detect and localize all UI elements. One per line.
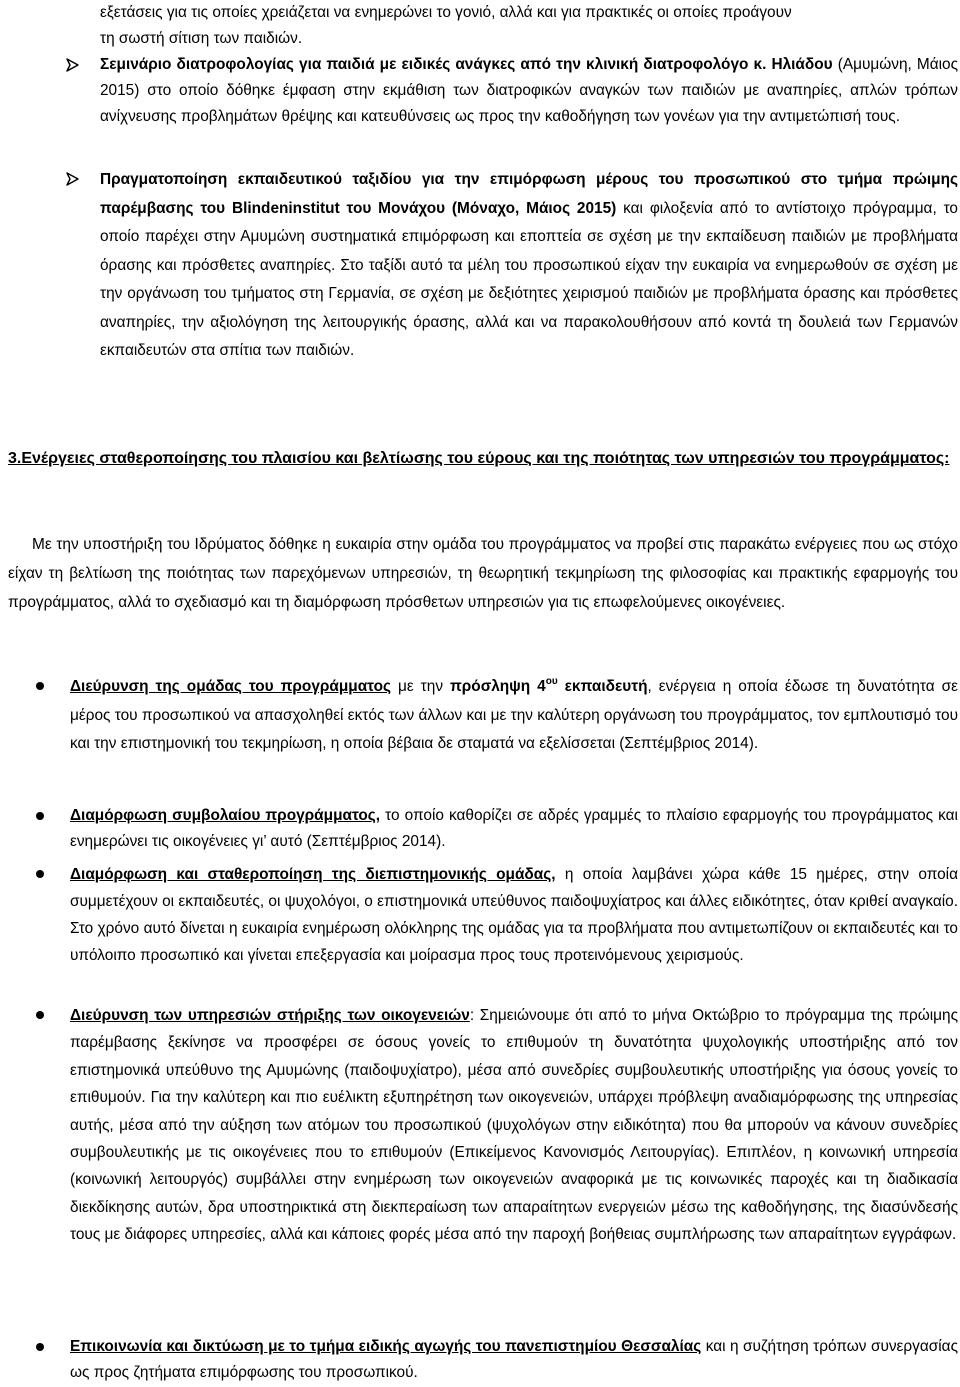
bullet-dot-icon	[36, 682, 44, 690]
arrow-item-text	[100, 52, 958, 130]
bullet-dot-icon	[36, 870, 44, 878]
continuation-line-2: τη σωστή σίτιση των παιδιών.	[100, 30, 303, 47]
bullet-list-item	[70, 1334, 958, 1386]
bullet-title: Διεύρυνση της ομάδας του προγράμματος	[70, 678, 391, 695]
section-intro	[8, 530, 958, 617]
bullet-text: Διαμόρφωση και σταθεροποίηση της διεπιστημονικής ομάδας, η οποία λαμβάνει χώρα κάθε 15 ημέρες, στην οποία συμμετέχουν οι εκπαιδευτές, οι ψυχολόγοι, ο επιστημονικά υπεύθυνος παιδοψυχίατρος και άλλες ειδικότητες, όταν κριθεί αναγκαίο. Στο χρόνο αυτό δίνεται η ευκαιρία ενημέρωση ολόκληρης της ομάδας για τα προβλήματα που αντιμετωπίζουν οι εκπαιδευτές και το υπόλοιπο προσωπικό και γίνεται επεξεργασία και μοίρασμα προς τους προτεινόμενους χειρισμούς.	[70, 866, 958, 964]
arrow-item-bold: Σεμινάριο διατροφολογίας για παιδιά με ειδικές ανάγκες από την κλινική διατροφολόγο κ. Ηλιάδου	[100, 56, 833, 73]
bullet-text: Διεύρυνση των υπηρεσιών στήριξης των οικογενειών: Σημειώνουμε ότι από το μήνα Οκτώβριο το πρόγραμμα της πρώιμης παρέμβασης ξεκίνησε να προσφέρει σε όσους γονείς το επιθυμούν τη δυνατότητα ψυχολογικής υποστήριξης από τον επιστημονικά υπεύθυνο της Αμυμώνης (παιδοψυχίατρο), μέσα από συνεδρίες συμβουλευτικής υποστήριξης για όσους γονείς το επιθυμούν. Για την καλύτερη και πιο ευέλικτη εξυπηρέτηση των οικογενειών, υπάρχει πρόβλεψη αναδιαμόρφωσης της υπηρεσίας αυτής, μέσα από την αύξηση των ατόμων του προσωπικού (ψυχολόγων στην ειδικότητα) που θα μπορούν να κάνουν συνεδρίες συμβουλευτικής με τις οικογένειες που το επιθυμούν (Επικείμενος Κανονισμός Λειτουργίας). Επιπλέον, η κοινωνική υπηρεσία (κοινωνική λειτουργός) συμβάλλει στην ενημέρωση των οικογενειών αναφορικά με τις κοινωνικές παροχές και τη διαδικασία διεκδίκησης αυτών, δρα υποστηρικτικά στη διεκπεραίωση των απαραίτητων ενεργειών μέσω της καθοδήγησης, της διασύνδεσής τους με διάφορες υπηρεσίες, αλλά και κάποιες φορές μέσα από την παροχή βοήθειας συμπλήρωσης των απαραίτητων εγγράφων.	[70, 1007, 958, 1244]
bullet-title: Επικοινωνία και δικτύωση με το τμήμα ειδικής αγωγής του πανεπιστημίου Θεσσαλίας	[70, 1338, 702, 1355]
continuation-line-1: εξετάσεις για τις οποίες χρειάζεται να ενημερώνει το γονιό, αλλά και για πρακτικές οι οποίες προάγουν	[100, 4, 792, 21]
bullet-text: Επικοινωνία και δικτύωση με το τμήμα ειδικής αγωγής του πανεπιστημίου Θεσσαλίας και η συζήτηση τρόπων συνεργασίας ως προς ζητήματα επιμόρφωσης του προσωπικού.	[70, 1338, 958, 1381]
arrow-list-item	[100, 52, 958, 130]
bullet-title: Διεύρυνση των υπηρεσιών στήριξης των οικογενειών	[70, 1007, 470, 1024]
section-3-heading: 3.Ενέργειες σταθεροποίησης του πλαισίου και βελτίωσης του εύρους και της ποιότητας των υπηρεσιών του προγράμματος:	[8, 450, 950, 467]
section-intro-text: Με την υποστήριξη του Ιδρύματος δόθηκε η ευκαιρία στην ομάδα του προγράμματος να προβεί στις παρακάτω ενέργειες που ως στόχο είχαν τη βελτίωση της ποιότητας των παρεχόμενων υπηρεσιών, τη θεωρητική τεκμηρίωση της φιλοσοφίας και πρακτικής εφαρμογής του προγράμματος, αλλά το σχεδιασμό και τη διαμόρφωση πρόσθετων υπηρεσιών για τις επωφελούμενες οικογένειες.	[8, 536, 958, 611]
section-heading	[8, 443, 958, 474]
arrow-list-item	[100, 166, 958, 366]
arrow-item-text	[100, 166, 958, 366]
arrow-item-body: και φιλοξενία από το αντίστοιχο πρόγραμμα, το οποίο παρέχει στην Αμυμώνη συστηματικά επιμόρφωση και εποπτεία σε σχέση με την εκπαίδευση παιδιών με προβλήματα όρασης και πρόσθετες αναπηρίες. Στο ταξίδι αυτό τα μέλη του προσωπικού είχαν την ευκαιρία να ενημερωθούν σε σχέση με την οργάνωση του τμήματος στη Γερμανία, σε σχέση με δεξιότητες χειρισμού παιδιών με προβλήματα όρασης και πρόσθετες αναπηρίες, την αξιολόγηση της λειτουργικής όρασης, αλλά και να παρακολουθήσουν από κοντά τη δουλειά των Γερμανών εκπαιδευτών στα σπίτια των παιδιών.	[100, 199, 958, 359]
bullet-dot-icon	[36, 812, 44, 820]
bullet-title: Διαμόρφωση συμβολαίου προγράμματος,	[70, 807, 381, 824]
arrow-bullet-icon	[66, 166, 82, 192]
arrow-item-body: (Αμυμώνη, Μάιος 2015) στο οποίο δόθηκε έμφαση στην εκμάθιση των διατροφικών αναγκών των παιδιών με αναπηρίες, απλών τρόπων ανίχνευσης προβλημάτων θρέψης και κατευθύνσεις ως προς την καθοδήγηση των γονέων για την αντιμετώπισή τους.	[100, 56, 958, 125]
bullet-dot-icon	[36, 1343, 44, 1351]
bullet-title: Διαμόρφωση και σταθεροποίηση της διεπιστημονικής ομάδας,	[70, 866, 556, 883]
bullet-list-item	[70, 803, 958, 855]
arrow-bullet-icon	[66, 52, 82, 78]
bullet-dot-icon	[36, 1011, 44, 1019]
bullet-list-item	[70, 1002, 958, 1249]
continuation-text	[100, 0, 958, 52]
bullet-text: Διαμόρφωση συμβολαίου προγράμματος, το οποίο καθορίζει σε αδρές γραμμές το πλαίσιο εφαρμογής του προγράμματος και ενημερώνει τις οικογένειες γι’ αυτό (Σεπτέμβριος 2014).	[70, 807, 958, 850]
bullet-text: Διεύρυνση της ομάδας του προγράμματος με την πρόσληψη $4^{o\upsilon}$ εκπαιδευτή, ενέργεια η οποία έδωσε τη δυνατότητα σε μέρος του προσωπικού να απασχοληθεί εκτός των άλλων και με την καλύτερη οργάνωση του προγράμματος, τον εμπλουτισμό του και την επιστημονική του τεκμηρίωση, η οποία βέβαια δε σταματά να εξελίσσεται (Σεπτέμβριος 2014).	[70, 676, 959, 752]
bullet-list-item	[70, 861, 958, 969]
bullet-list-item	[70, 673, 958, 759]
arrow-item-bold: Πραγματοποίηση εκπαιδευτικού ταξιδίου για την επιμόρφωση μέρους του προσωπικού στο τμήμα πρώιμης παρέμβασης του Blindeninstitut του Μονάχου (Μόναχο, Μάιος 2015)	[100, 171, 958, 217]
